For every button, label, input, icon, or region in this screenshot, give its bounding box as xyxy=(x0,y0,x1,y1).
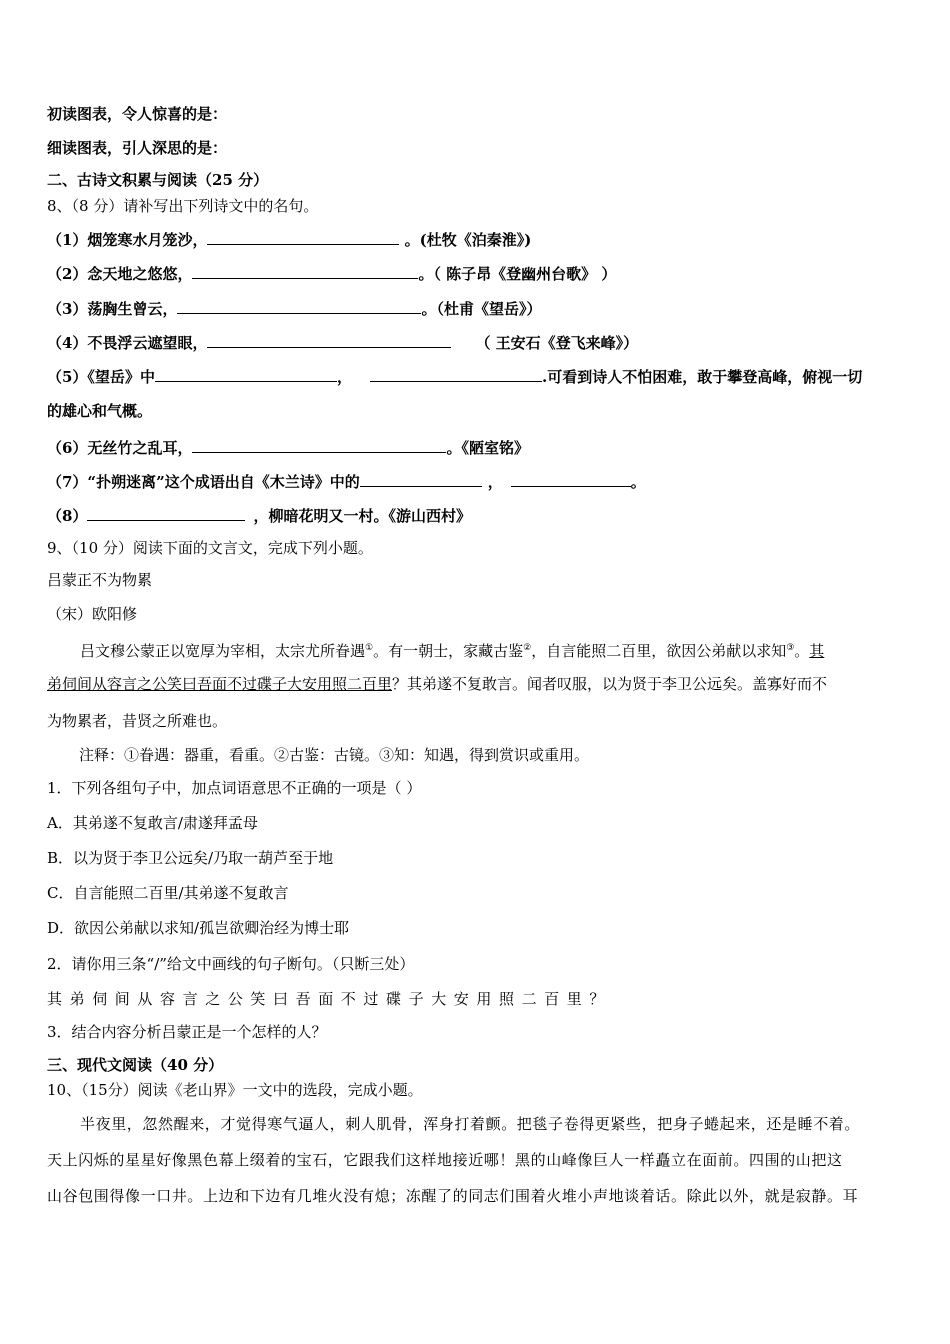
section-2-heading: 二、古诗文积累与阅读（25 分） xyxy=(47,171,269,189)
q8-item-4: （4）不畏浮云遮望眼， （ 王安石《登飞来峰》） xyxy=(47,331,638,353)
answer-blank[interactable] xyxy=(192,262,418,279)
answer-blank[interactable] xyxy=(155,365,337,382)
sub-question-2: 2．请你用三条“/”给文中画线的句子断句。（只断三处） xyxy=(47,955,415,973)
passage-line-3: 为物累者，昔贤之所难也。 xyxy=(47,712,228,730)
section-3-heading: 三、现代文阅读（40 分） xyxy=(47,1056,224,1074)
q8-item-7: （7）“扑朔迷离”这个成语出自《木兰诗》中的 ， 。 xyxy=(47,470,646,492)
option-a: A．其弟遂不复敢言/肃遂拜孟母 xyxy=(47,814,258,832)
option-d: D．欲因公弟献以求知/孤岂欲卿治经为博士耶 xyxy=(47,919,350,937)
option-b: B．以为贤于李卫公远矣/乃取一葫芦至于地 xyxy=(47,849,334,867)
passage-notes: 注释：①眷遇：器重，看重。②古鉴：古镜。③知：知遇，得到赏识或重用。 xyxy=(79,746,590,764)
q8-item-2: （2）念天地之悠悠， 。（ 陈子昂《登幽州台歌》 ） xyxy=(47,262,616,284)
passage-line-1: 吕文穆公蒙正以宽厚为宰相，太宗尤所眷遇①。有一朝士，家藏古鉴②，自言能照二百里，欲因公弟献以求知③。其 xyxy=(80,642,825,660)
q9-intro: 9、（10 分）阅读下面的文言文，完成下列小题。 xyxy=(47,539,373,557)
sub-question-1: 1．下列各组句子中，加点词语意思不正确的一项是（ ） xyxy=(47,779,422,797)
q8-item-6: （6）无丝竹之乱耳， 。《陋室铭》 xyxy=(47,436,529,458)
passage-author: （宋）欧阳修 xyxy=(47,605,138,623)
q8-item-1: （1）烟笼寒水月笼沙， 。(杜牧《泊秦淮》) xyxy=(47,228,531,250)
option-c: C．自言能照二百里/其弟遂不复敢言 xyxy=(47,884,289,902)
answer-blank[interactable] xyxy=(360,470,482,487)
answer-blank[interactable] xyxy=(370,365,542,382)
answer-blank[interactable] xyxy=(87,504,245,521)
modern-passage-line-1: 半夜里，忽然醒来，才觉得寒气逼人，刺人肌骨，浑身打着颤。把毯子卷得更紧些，把身子蜷起来，还是睡不着。 xyxy=(80,1115,861,1133)
passage-line-2: 弟伺间从容言之公笑曰吾面不过碟子大安用照二百里？其弟遂不复敢言。闻者叹服，以为贤于李卫公远矣。盖寡好而不 xyxy=(47,675,828,693)
underlined-sentence: 弟伺间从容言之公笑曰吾面不过碟子大安用照二百里 xyxy=(47,675,393,693)
q8-item-3: （3）荡胸生曾云， 。（杜甫《望岳》） xyxy=(47,297,541,319)
answer-blank[interactable] xyxy=(511,470,631,487)
q8-item-5-cont: 的雄心和气概。 xyxy=(47,402,153,420)
sentence-to-punctuate: 其弟伺间从容言之公笑曰吾面不过碟子大安用照二百里？ xyxy=(47,990,613,1008)
q8-item-8: （8） ，柳暗花明又一村。《游山西村》 xyxy=(47,504,471,526)
answer-blank[interactable] xyxy=(207,331,451,348)
q10-intro: 10、（15分）阅读《老山界》一文中的选段，完成小题。 xyxy=(47,1081,423,1099)
underlined-sentence: 其 xyxy=(809,642,825,660)
passage-title: 吕蒙正不为物累 xyxy=(47,571,153,589)
q8-intro: 8、（8 分）请补写出下列诗文中的名句。 xyxy=(47,197,319,215)
answer-blank[interactable] xyxy=(192,436,446,453)
modern-passage-line-2: 天上闪烁的星星好像黑色幕上缀着的宝石，它跟我们这样地接近哪！黑的山峰像巨人一样矗立在面前。四围的山把这 xyxy=(47,1151,843,1169)
reading-line-1: 初读图表，令人惊喜的是： xyxy=(47,105,228,123)
reading-line-2: 细读图表，引人深思的是： xyxy=(47,139,228,157)
sub-question-3: 3．结合内容分析吕蒙正是一个怎样的人？ xyxy=(47,1023,327,1041)
q8-item-5: （5）《望岳》中 ， .可看到诗人不怕困难，敢于攀登高峰，俯视一切 xyxy=(47,365,862,387)
answer-blank[interactable] xyxy=(207,228,399,245)
answer-blank[interactable] xyxy=(177,297,421,314)
modern-passage-line-3: 山谷包围得像一口井。上边和下边有几堆火没有熄；冻醒了的同志们围着火堆小声地谈着话。除此以外，就是寂静。耳 xyxy=(47,1187,859,1205)
